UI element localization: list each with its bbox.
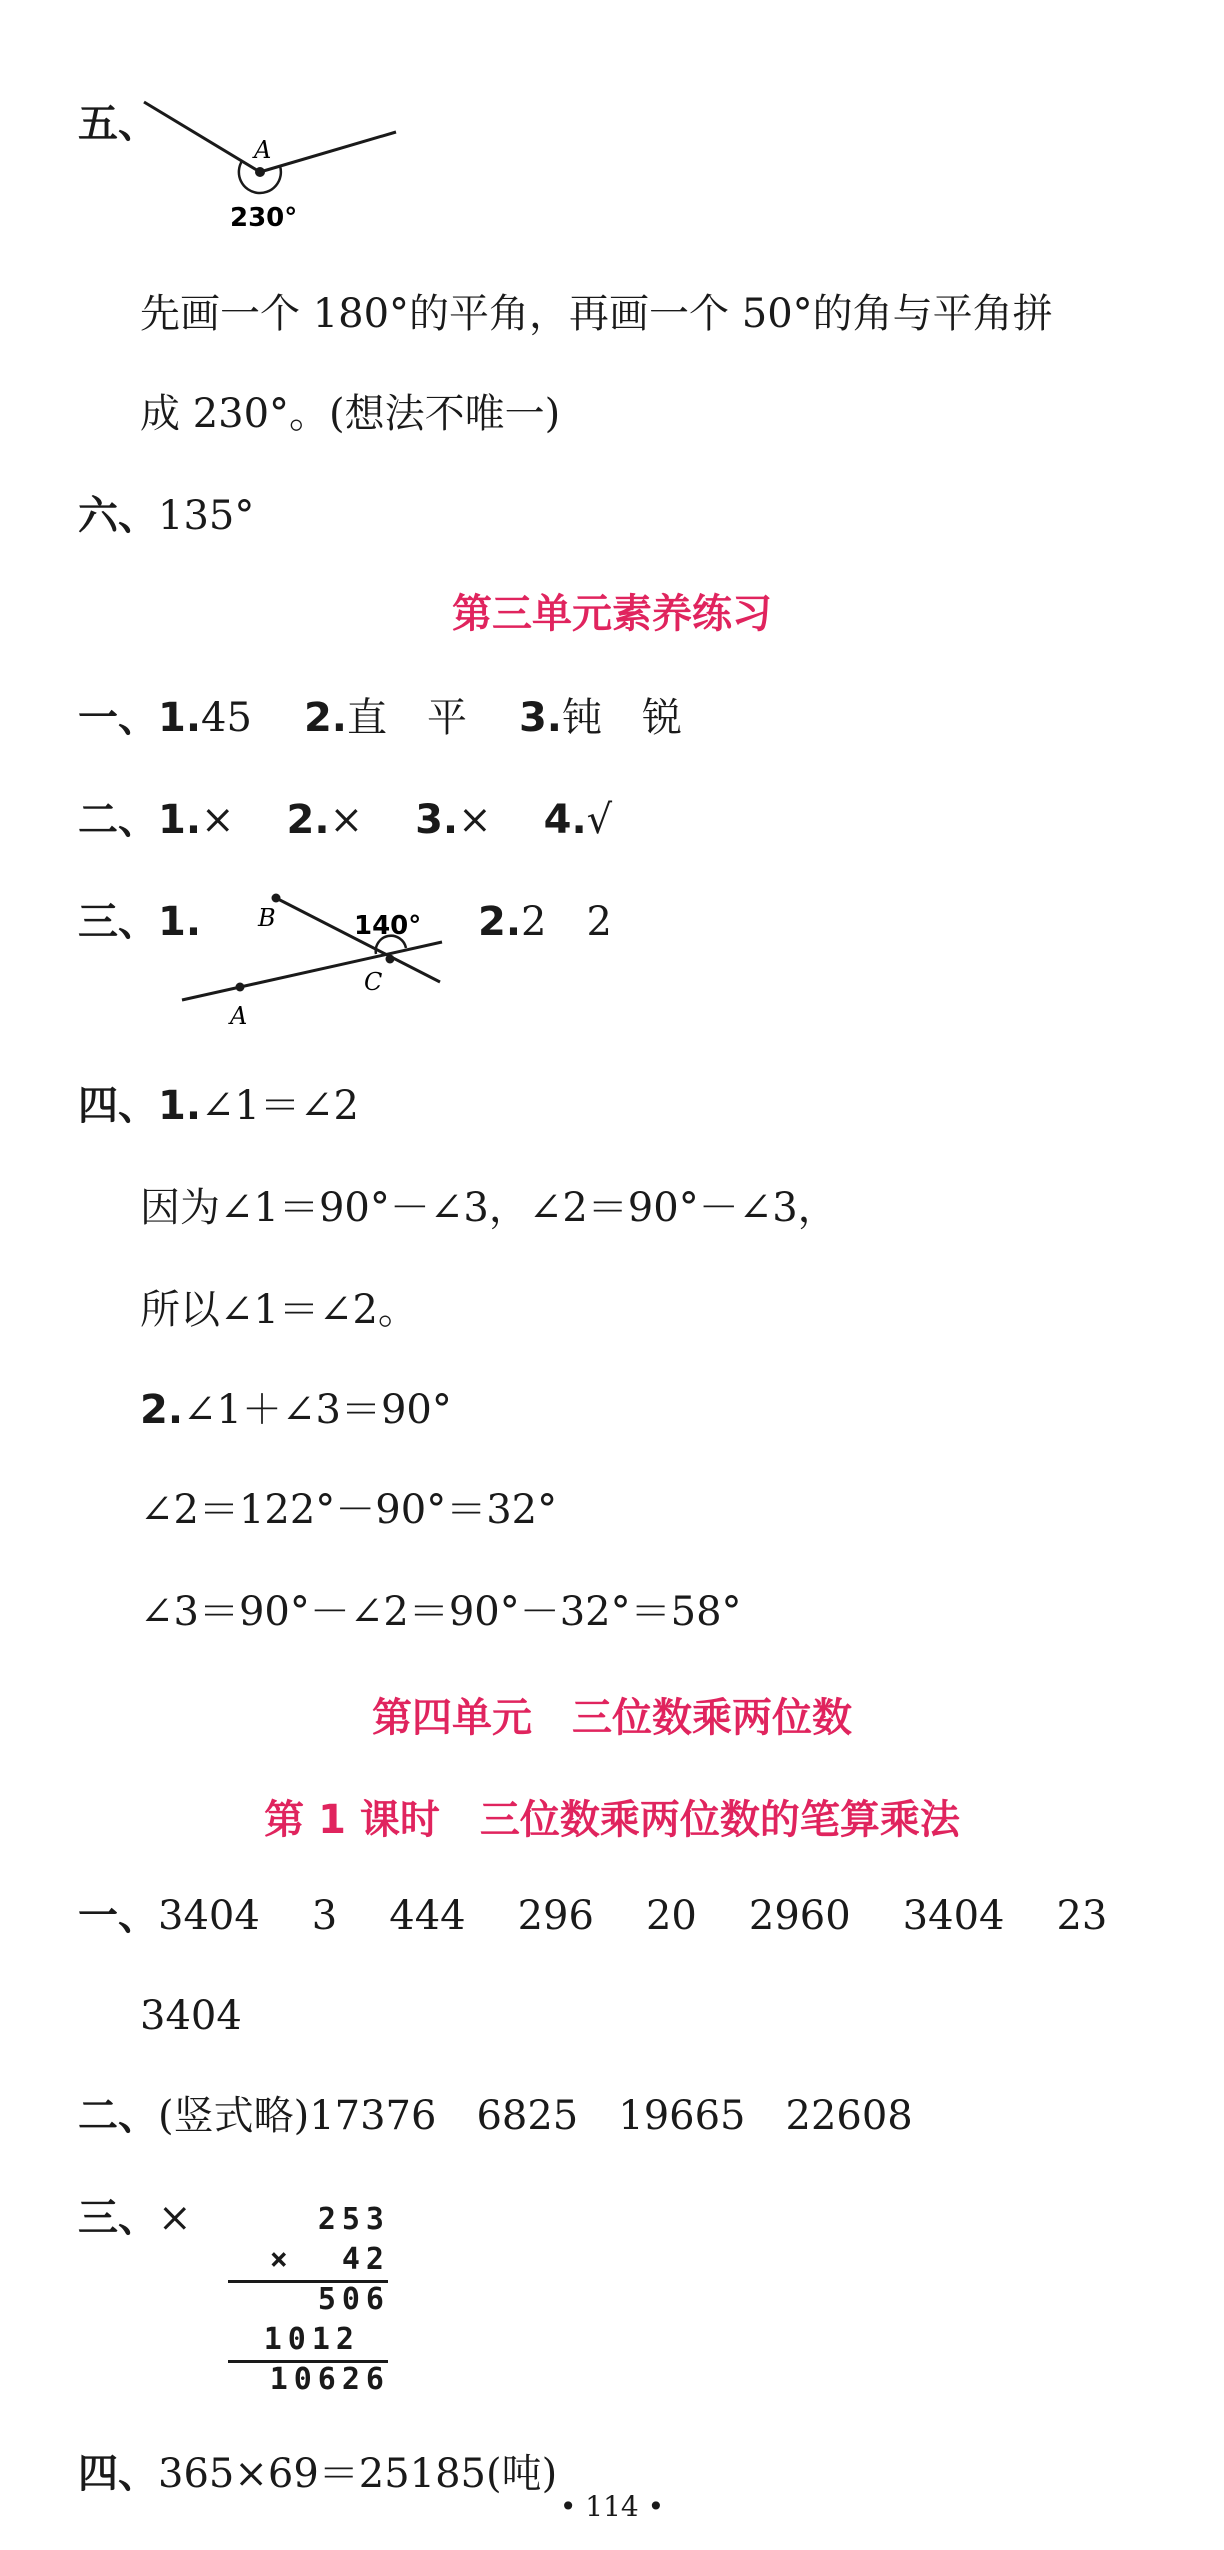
mult-row-1: 253 xyxy=(317,2202,390,2237)
vertex-label-a: A xyxy=(254,136,272,164)
s6-label: 六、 xyxy=(78,493,158,539)
mult-row-5: 10626 xyxy=(269,2362,390,2397)
unit3-q1-label: 一、 xyxy=(78,695,158,741)
unit3-q4-calc1: ∠2＝122°－90°＝32° xyxy=(140,1487,558,1533)
unit3-q4-ans1: 四、1.∠1＝∠2 xyxy=(78,1083,359,1129)
mult-row-4: 1012 xyxy=(263,2322,360,2357)
s5-line2: 成 230°。(想法不唯一) xyxy=(140,391,561,437)
unit4-q1-line2: 3404 xyxy=(140,1993,242,2039)
unit3-q4-calc2: ∠3＝90°－∠2＝90°－32°＝58° xyxy=(140,1589,742,1635)
unit4-q2: 二、(竖式略)17376 6825 19665 22608 xyxy=(78,2093,913,2139)
unit3-q4-ans2: 2.∠1＋∠3＝90° xyxy=(140,1387,452,1433)
point-label-b: B xyxy=(258,904,276,932)
unit4-q1: 一、3404 3 444 296 20 2960 3404 23 xyxy=(78,1893,1108,1939)
unit4-lesson-title: 第 1 课时 三位数乘两位数的笔算乘法 xyxy=(264,1797,960,1843)
s5-label: 五、 xyxy=(78,101,158,147)
vertical-multiplication xyxy=(220,2200,390,2400)
s6 xyxy=(78,492,254,540)
unit3-title: 第三单元素养练习 xyxy=(452,591,772,637)
mult-rule-2 xyxy=(228,2360,388,2363)
unit3-q4-reason2: 所以∠1＝∠2。 xyxy=(140,1287,418,1333)
unit4-q1-label: 一、 xyxy=(78,1893,158,1939)
unit3-q3-left: 三、1. xyxy=(78,899,202,945)
angle-140-figure xyxy=(180,890,460,1040)
mult-rule-1 xyxy=(228,2280,388,2283)
angle-230-figure xyxy=(130,88,410,238)
angle-label-230: 230° xyxy=(230,203,298,233)
angle-label-140: 140° xyxy=(354,911,422,941)
unit3-q4-reason1: 因为∠1＝90°－∠3，∠2＝90°－∠3， xyxy=(140,1185,838,1231)
unit3-q2-label: 二、 xyxy=(78,797,158,843)
unit3-q3-right: 2.2 2 xyxy=(478,899,612,945)
point-label-c: C xyxy=(364,968,383,996)
mult-row-3: 506 xyxy=(317,2282,390,2317)
mult-row-2: × 42 xyxy=(269,2242,390,2277)
unit3-q2: 二、1.× 2.× 3.× 4.√ xyxy=(78,797,613,843)
unit4-q3: 三、× xyxy=(78,2195,192,2241)
s5-line1: 先画一个 180°的平角，再画一个 50°的角与平角拼 xyxy=(140,291,1053,337)
unit4-q4: 四、365×69＝25185(吨) xyxy=(78,2451,558,2497)
unit4-title: 第四单元 三位数乘两位数 xyxy=(372,1695,852,1741)
s6-text: 135° xyxy=(158,493,255,539)
point-label-a: A xyxy=(230,1002,248,1030)
page-number: • 114 • xyxy=(559,2490,665,2523)
unit3-q1: 一、1.45 2.直 平 3.钝 锐 xyxy=(78,695,682,741)
